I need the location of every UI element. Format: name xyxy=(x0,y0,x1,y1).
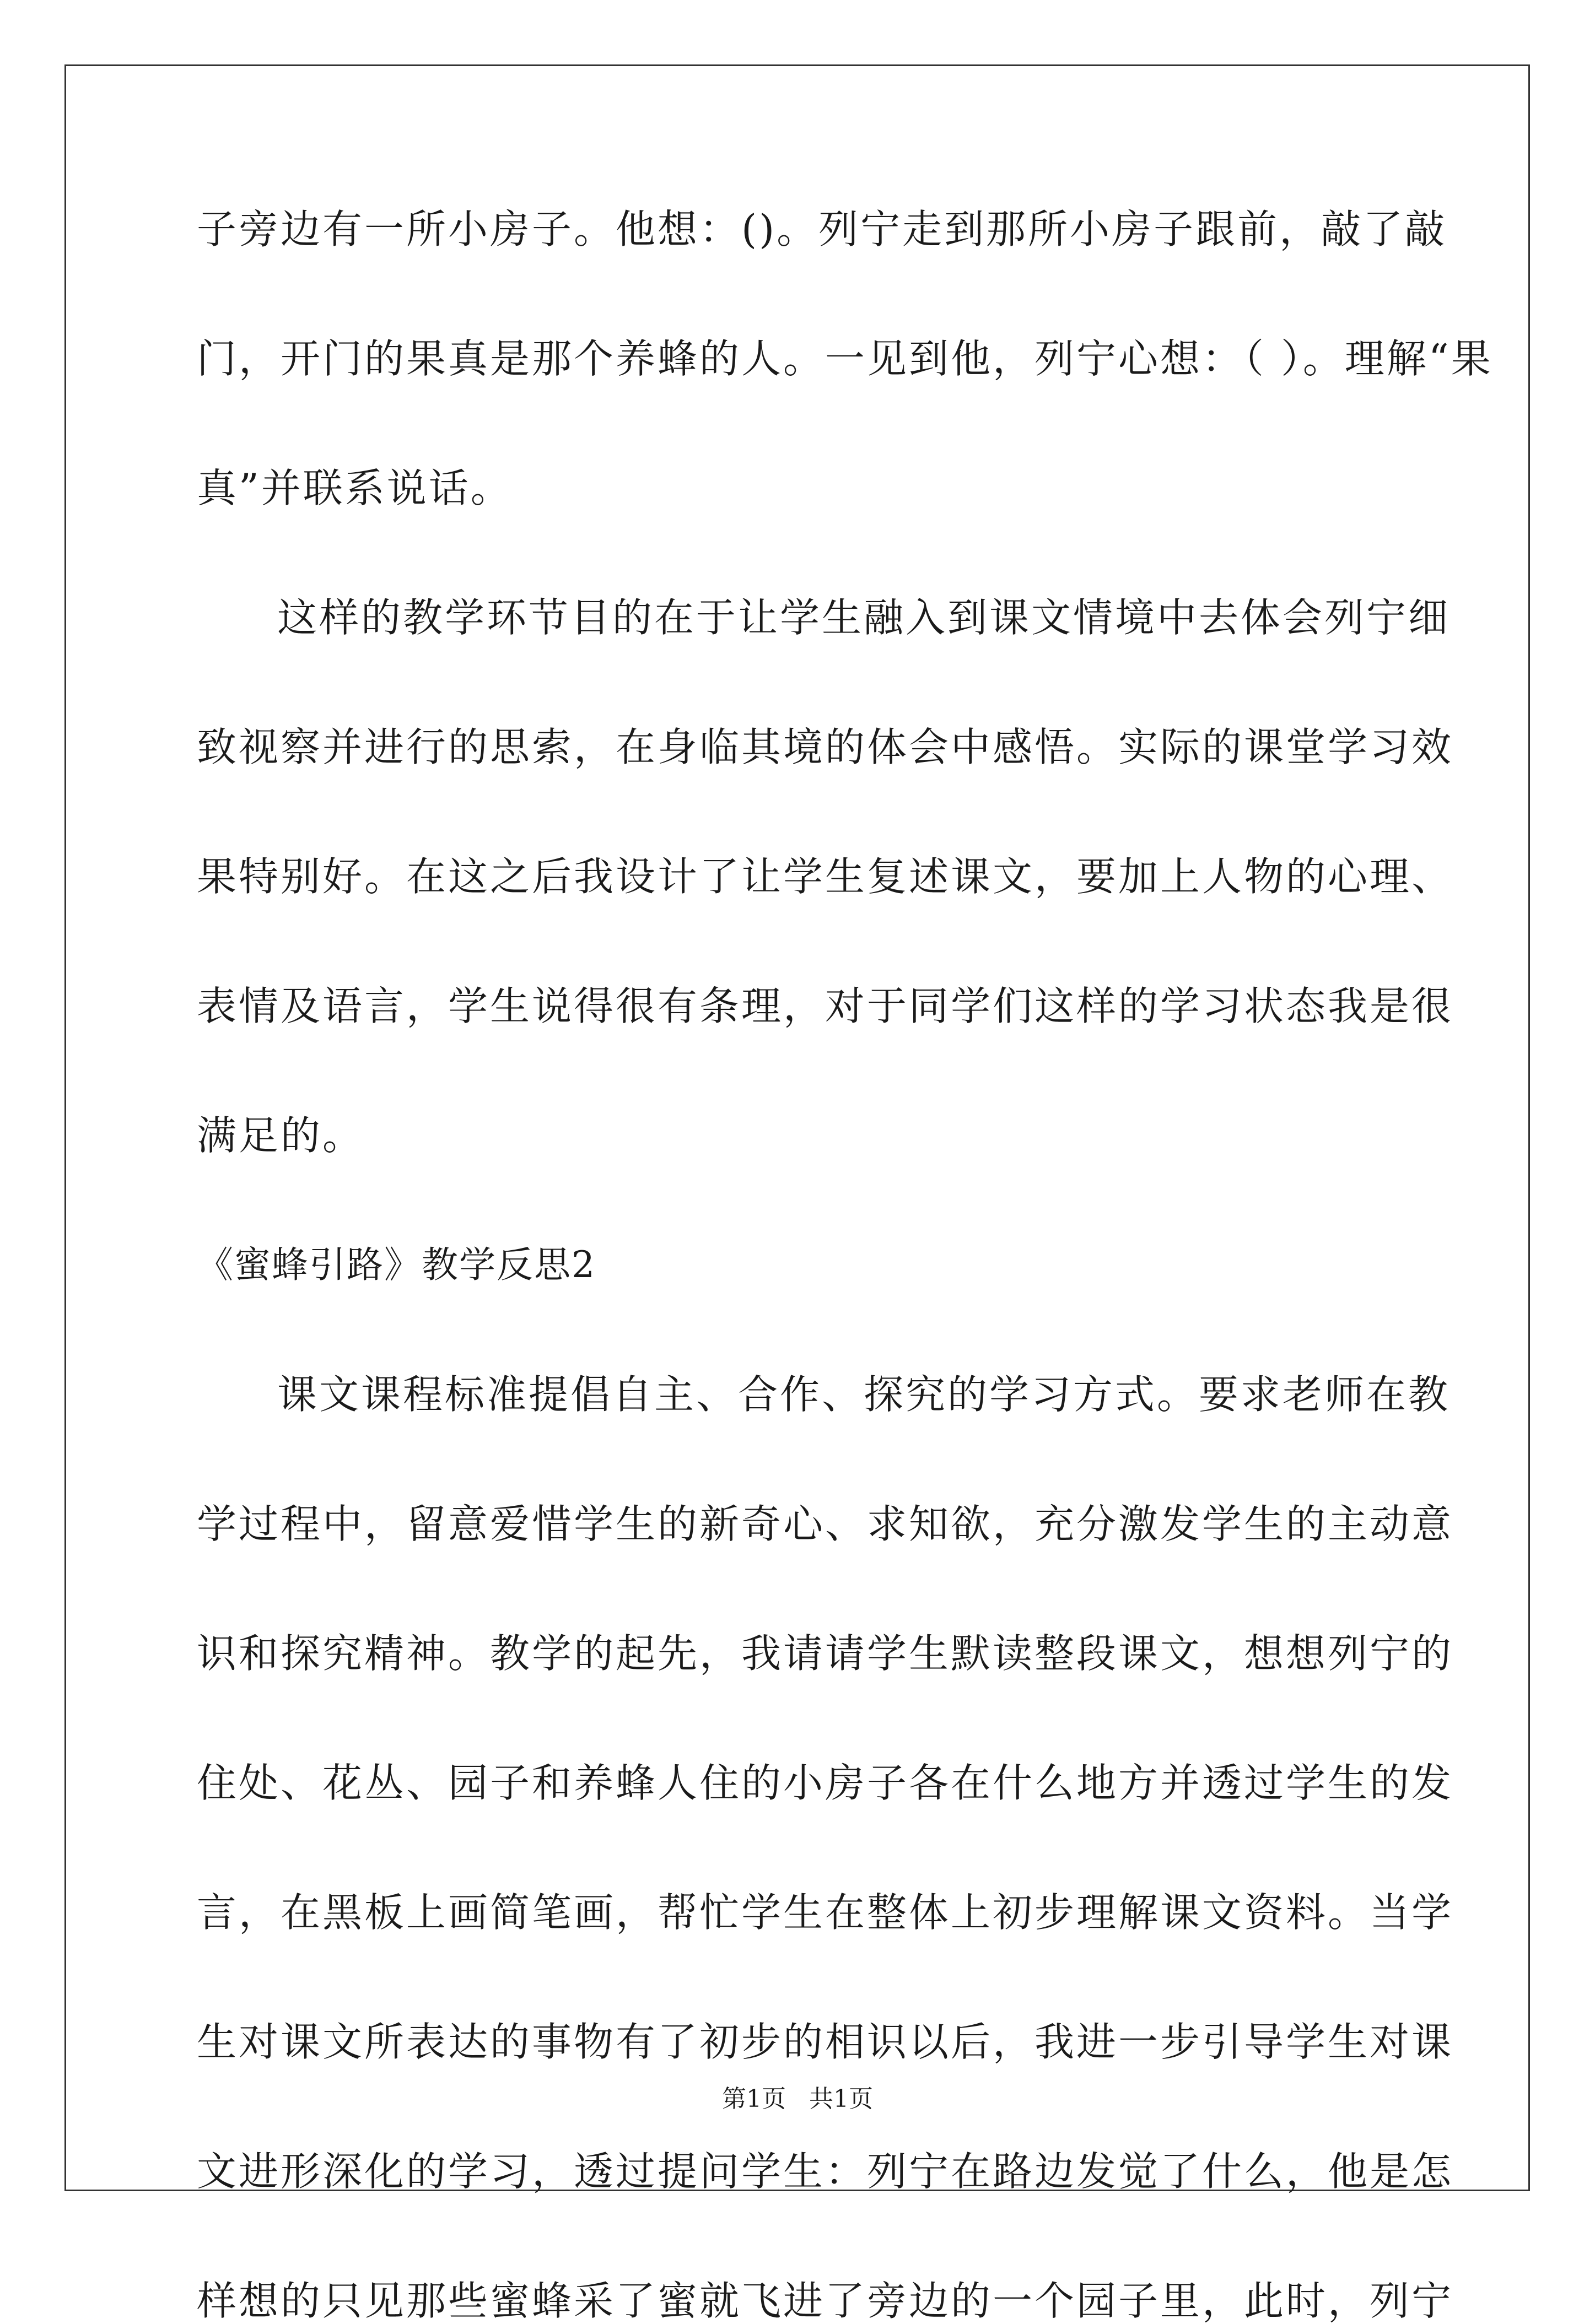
page-total: 共1页 xyxy=(809,2085,873,2113)
text-line: 样想的只见那些蜜蜂采了蜜就飞进了旁边的一个园子里，此时，列宁 xyxy=(197,2278,1454,2324)
text-line: 学过程中，留意爱惜学生的新奇心、求知欲，充分激发学生的主动意 xyxy=(197,1501,1454,1547)
text-line: 表情及语言，学生说得很有条理，对于同学们这样的学习状态我是很 xyxy=(197,983,1454,1029)
page-footer xyxy=(0,2085,1595,2113)
paragraph-start-line: 这样的教学环节目的在于让学生融入到课文情境中去体会列宁细 xyxy=(277,594,1451,641)
text-line: 果特别好。在这之后我设计了让学生复述课文，要加上人物的心理、 xyxy=(197,853,1454,900)
paragraph-start-line: 课文课程标准提倡自主、合作、探究的学习方式。要求老师在教 xyxy=(277,1371,1451,1418)
text-line: 子旁边有一所小房子。他想：()。列宁走到那所小房子跟前，敲了敲 xyxy=(197,206,1447,252)
text-line: 生对课文所表达的事物有了初步的相识以后，我进一步引导学生对课 xyxy=(197,2019,1454,2065)
text-line: 真”并联系说话。 xyxy=(197,465,513,511)
text-line: 门，开门的果真是那个养蜂的人。一见到他，列宁心想：（ ）。理解“果 xyxy=(197,336,1493,382)
document-body xyxy=(197,206,1493,2324)
text-line: 识和探究精神。教学的起先，我请请学生默读整段课文，想想列宁的 xyxy=(197,1630,1454,1677)
text-line: 住处、花丛、园子和养蜂人住的小房子各在什么地方并透过学生的发 xyxy=(197,1760,1454,1806)
page-number: 第1页 xyxy=(722,2085,786,2113)
text-line: 文进形深化的学习，透过提问学生：列宁在路边发觉了什么，他是怎 xyxy=(197,2148,1454,2195)
text-line: 言，在黑板上画简笔画，帮忙学生在整体上初步理解课文资料。当学 xyxy=(197,1889,1454,1936)
text-line: 满足的。 xyxy=(197,1112,365,1159)
section-heading: 《蜜蜂引路》教学反思2 xyxy=(197,1244,596,1286)
text-line: 致视察并进行的思索，在身临其境的体会中感悟。实际的课堂学习效 xyxy=(197,724,1454,770)
